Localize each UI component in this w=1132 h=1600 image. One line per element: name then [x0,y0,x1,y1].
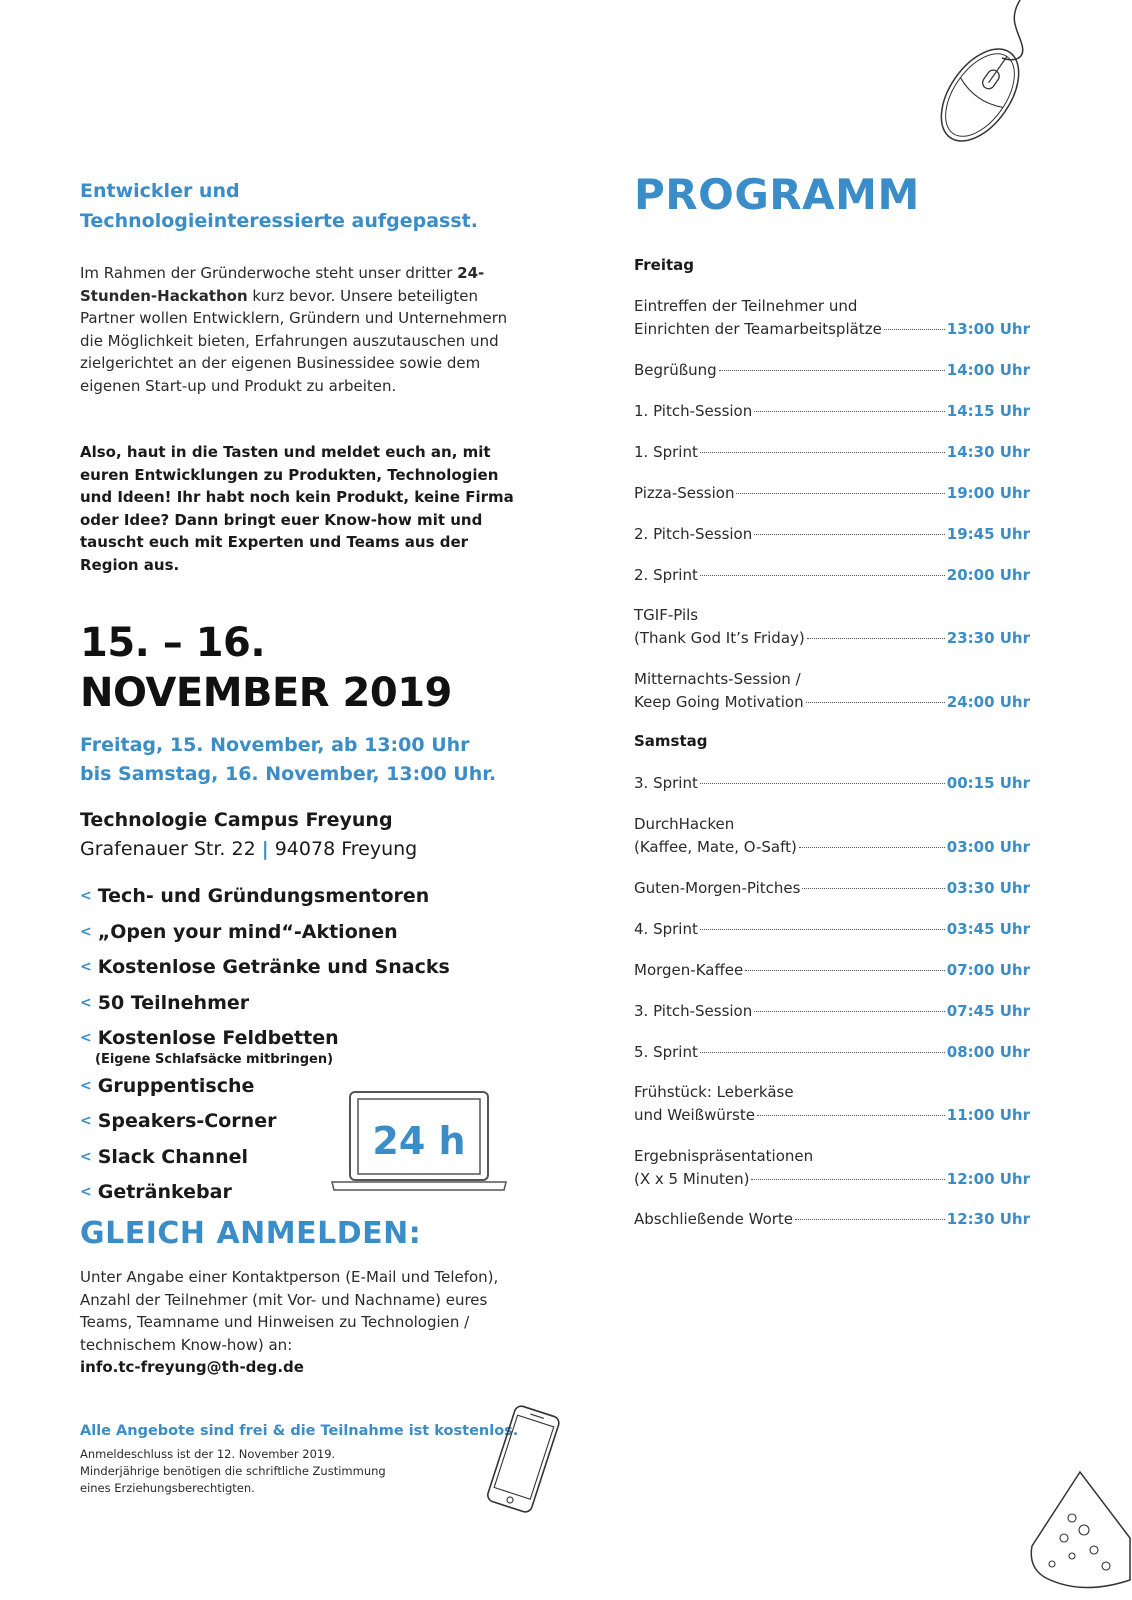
call-to-action-paragraph: Also, haut in die Tasten und meldet euch an, mit euren Entwicklungen zu Produkten, Technologien und Ideen! Ihr habt noch kein Produkt, keine Firma oder Idee? Dann bringt euer Know-how mit und tauscht euch mit Experten und Teams aus der Region aus. [80,443,514,574]
schedule-item [634,359,1030,382]
chevron-left-icon: < [80,1113,92,1129]
feature-label: 50 Teilnehmer [97,991,250,1014]
item-time: 13:00 Uhr [946,319,1030,338]
schedule-item [634,668,1030,713]
feature-label: Kostenlose Getränke und Snacks [97,956,450,978]
address-separator: | [261,838,269,860]
registration-title: GLEICH ANMELDEN: [80,1216,422,1251]
schedule-item [634,772,1030,795]
event-end: bis Samstag, 16. November, 13:00 Uhr. [80,763,497,785]
schedule-item [634,1041,1030,1064]
feature-label: Speakers-Corner [97,1110,277,1132]
chevron-left-icon: < [80,1148,92,1165]
feature-label: Slack Channel [97,1145,249,1168]
minors-note-line2: eines Erziehungsberechtigten. [80,1481,255,1495]
event-start: Freitag, 15. November, ab 13:00 Uhr [80,734,470,756]
item-time: 14:15 Uhr [946,402,1030,420]
item-time: 08:00 Uhr [946,1043,1030,1061]
item-time: 24:00 Uhr [946,692,1030,711]
registration-email[interactable]: info.tc-freyung@th-deg.de [80,1358,304,1377]
event-date-headline [80,618,452,718]
venue-street: Grafenauer Str. 22 [80,838,256,860]
hackathon-name: 24-Stunden-Hackathon [80,264,485,305]
intro-text-end: kurz bevor. Unsere beteiligten Partner wollen Entwicklern, Gründern und Unternehmern die Möglichkeit bieten, Erfahrungen auszutauschen und zielgerichtet an der eigenen Businessidee sowie dem eigenen Start-up und Produkt zu arbeiten. [80,286,508,395]
dot-leader [806,702,945,703]
item-time: 03:45 Uhr [946,920,1030,938]
chevron-left-icon: < [80,1030,92,1046]
dot-leader [754,411,945,412]
dot-leader [795,1219,945,1220]
registration-instructions: Unter Angabe einer Kontaktperson (E-Mail und Telefon), Anzahl der Teilnehmer (mit Vor- und Nachname) eures Teams, Teamname und Hinweisen zu Technologien / technischem Know-how) an: [80,1268,499,1354]
schedule-item [634,523,1030,546]
feature-label: „Open your mind“-Aktionen [97,920,398,943]
laptop-icon [330,1090,510,1194]
feature-item [80,880,450,916]
item-label: (Thank God It’s Friday) [634,628,805,647]
item-label: 3. Sprint [634,774,698,792]
feature-note: (Eigene Schlafsäcke mitbringen) [95,1051,334,1067]
fine-print [80,1446,386,1497]
dot-leader [700,575,945,576]
pizza-slice-icon [1022,1468,1132,1600]
venue-name: Technologie Campus Freyung [80,809,393,831]
item-time: 07:45 Uhr [946,1002,1030,1020]
item-time: 19:00 Uhr [946,484,1030,502]
event-time-range [80,731,496,789]
schedule-item [634,1145,1030,1190]
feature-item [80,916,450,952]
dot-leader [700,783,945,784]
item-time: 03:30 Uhr [946,879,1030,897]
feature-label: Kostenlose Feldbetten [97,1027,339,1049]
deadline-note: Anmeldeschluss ist der 12. November 2019. [80,1447,336,1461]
item-time: 00:15 Uhr [946,774,1030,792]
date-range: 15. – 16. [80,620,266,666]
item-label: 5. Sprint [634,1043,698,1061]
item-label: 4. Sprint [634,920,698,938]
schedule-item [634,1208,1030,1231]
item-time: 14:30 Uhr [946,443,1030,461]
feature-label: Gruppentische [97,1074,255,1097]
item-time: 11:00 Uhr [946,1105,1030,1124]
item-label: Pizza-Session [634,484,735,502]
dot-leader [719,370,945,371]
schedule-item [634,482,1030,505]
feature-item [80,987,450,1023]
item-label: 1. Sprint [634,443,698,461]
item-time: 14:00 Uhr [946,361,1030,379]
program-title: PROGRAMM [634,170,920,219]
feature-item [80,1022,450,1068]
item-label: (Kaffee, Mate, O-Saft) [634,837,797,856]
chevron-left-icon: < [80,1184,92,1200]
schedule-item [634,400,1030,423]
dot-leader [757,1115,945,1116]
item-label: Begrüßung [634,361,717,379]
item-label: Keep Going Motivation [634,692,804,711]
dot-leader [884,329,945,330]
item-time: 19:45 Uhr [946,525,1030,543]
schedule-item [634,604,1030,649]
day-heading-friday: Freitag [634,256,695,274]
feature-label: Tech- und Gründungsmentoren [97,885,430,907]
schedule-item [634,441,1030,464]
item-label: Abschließende Worte [634,1210,794,1228]
item-label: 2. Sprint [634,566,698,584]
day-heading-saturday: Samstag [634,732,708,750]
chevron-left-icon: < [80,994,92,1011]
item-time: 23:30 Uhr [946,628,1030,647]
minors-note-line1: Minderjährige benötigen die schriftliche Zustimmung [80,1464,386,1478]
item-label: 2. Pitch-Session [634,525,753,543]
item-line1: TGIF-Pils [634,606,699,624]
item-label: 3. Pitch-Session [634,1002,753,1020]
chevron-left-icon: < [80,1077,92,1094]
schedule-item [634,1000,1030,1023]
item-label: Einrichten der Teamarbeitsplätze [634,319,882,338]
registration-text [80,1266,520,1379]
item-label: Morgen-Kaffee [634,961,744,979]
date-month-year: NOVEMBER 2019 [80,670,452,716]
item-line1: Ergebnispräsentationen [634,1147,814,1165]
dot-leader [700,1052,945,1053]
smartphone-icon [478,1405,568,1515]
schedule-item [634,918,1030,941]
item-label: und Weißwürste [634,1105,755,1124]
dot-leader [745,970,945,971]
venue-address [80,835,417,864]
item-line1: DurchHacken [634,815,735,833]
item-label: Guten-Morgen-Pitches [634,879,801,897]
schedule-item [634,564,1030,587]
chevron-left-icon: < [80,888,92,904]
free-offer-note: Alle Angebote sind frei & die Teilnahme ist kostenlos. [80,1423,519,1439]
dot-leader [799,847,945,848]
item-line1: Eintreffen der Teilnehmer und [634,297,858,315]
schedule-item [634,1081,1030,1126]
chevron-left-icon: < [80,959,92,975]
dot-leader [751,1179,944,1180]
dot-leader [802,888,944,889]
item-line1: Frühstück: Leberkäse [634,1083,794,1101]
intro-heading-line2: Technologieinteressierte aufgepasst. [80,210,478,232]
item-time: 12:30 Uhr [946,1210,1030,1228]
item-time: 03:00 Uhr [946,837,1030,856]
dot-leader [754,534,945,535]
dot-leader [807,638,945,639]
item-time: 12:00 Uhr [946,1169,1030,1188]
feature-label: Getränkebar [97,1181,232,1203]
dot-leader [736,493,944,494]
dot-leader [700,929,945,930]
item-line1: Mitternachts-Session / [634,670,801,688]
laptop-label: 24 h [372,1119,466,1163]
chevron-left-icon: < [80,923,92,940]
item-time: 07:00 Uhr [946,961,1030,979]
intro-heading-line1: Entwickler und [80,180,240,202]
schedule-item [634,877,1030,900]
intro-text-start: Im Rahmen der Gründerwoche steht unser dritter [80,264,458,282]
schedule-item [634,295,1030,340]
item-time: 20:00 Uhr [946,566,1030,584]
computer-mouse-icon [900,0,1060,160]
item-label: 1. Pitch-Session [634,402,753,420]
feature-item [80,951,450,987]
item-label: (X x 5 Minuten) [634,1169,750,1188]
dot-leader [700,452,945,453]
schedule-item [634,813,1030,858]
venue-city: 94078 Freyung [274,838,418,860]
schedule-item [634,959,1030,982]
dot-leader [754,1011,945,1012]
intro-paragraph [80,262,520,398]
intro-heading [80,176,478,236]
